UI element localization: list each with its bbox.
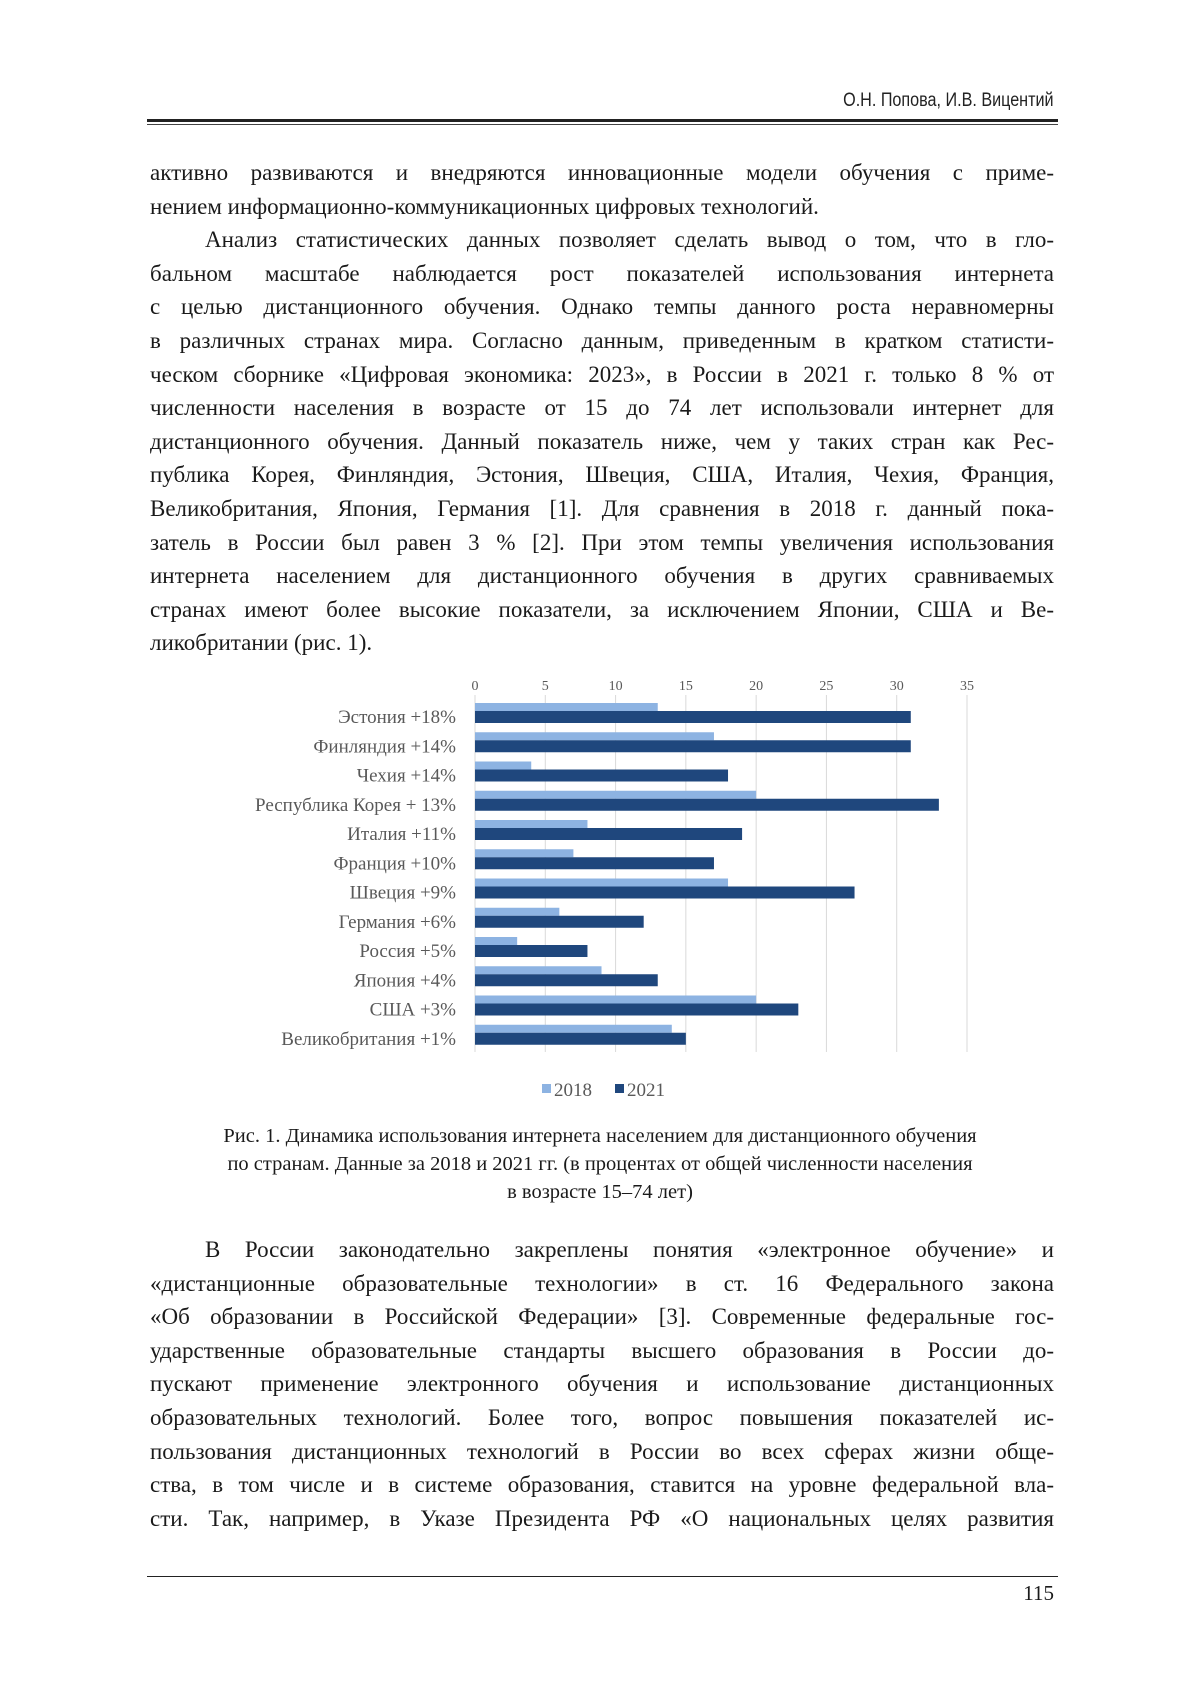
category-label: Республика Корея + 13% (255, 795, 456, 816)
bar-2018 (475, 849, 573, 857)
text-line: пользования дистанционных технологий в России во всех сферах жизни обще- (150, 1437, 1054, 1467)
text-line: бальном масштабе наблюдается рост показателей использования интернета (150, 259, 1054, 289)
caption-line: в возрасте 15–74 лет) (140, 1178, 1060, 1206)
page-number: 115 (1023, 1581, 1054, 1606)
text-line: ударственные образовательные стандарты высшего образования в России до- (150, 1336, 1054, 1366)
text-line: пускают применение электронного обучения и использование дистанционных (150, 1369, 1054, 1399)
document-page (0, 0, 1200, 1705)
text-line: с целью дистанционного обучения. Однако темпы данного роста неравномерны (150, 292, 1054, 322)
x-tick-label: 25 (819, 679, 833, 694)
text-line: «Об образовании в Российской Федерации» [3]. Современные федеральные гос- (150, 1302, 1054, 1332)
text-line: ликобритании (рис. 1). (150, 628, 1054, 658)
bar-2021 (475, 887, 855, 899)
bar-2018 (475, 966, 602, 974)
bar-2021 (475, 828, 742, 840)
category-label: Италия +11% (347, 824, 456, 845)
text-line: дистанционного обучения. Данный показатель ниже, чем у таких стран как Рес- (150, 427, 1054, 457)
x-tick-label: 5 (542, 679, 549, 694)
text-line: В России законодательно закреплены понятия «электронное обучение» и (205, 1235, 1054, 1265)
bar-2021 (475, 916, 644, 928)
bar-2018 (475, 791, 756, 799)
text-line: Великобритания, Япония, Германия [1]. Для сравнения в 2018 г. данный пока- (150, 494, 1054, 524)
legend-swatch-2021 (615, 1084, 624, 1093)
category-label: США +3% (370, 1000, 457, 1021)
bar-2018 (475, 703, 658, 711)
bar-2018 (475, 762, 531, 770)
bar-2018 (475, 820, 587, 828)
x-tick-label: 0 (472, 679, 479, 694)
legend-label-2021: 2021 (627, 1080, 665, 1101)
text-line: нением информационно-коммуникационных цифровых технологий. (150, 192, 1054, 222)
text-line: в различных странах мира. Согласно данным, приведенным в кратком статисти- (150, 326, 1054, 356)
bar-2018 (475, 996, 756, 1004)
footer-rule (147, 1576, 1058, 1577)
text-line: публика Корея, Финляндия, Эстония, Швеция, США, Италия, Чехия, Франция, (150, 460, 1054, 490)
category-label: Чехия +14% (357, 766, 456, 787)
text-line: затель в России был равен 3 % [2]. При этом темпы увеличения использования (150, 528, 1054, 558)
text-line: сти. Так, например, в Указе Президента РФ «О национальных целях развития (150, 1504, 1054, 1534)
text-line: ческом сборнике «Цифровая экономика: 2023», в России в 2021 г. только 8 % от (150, 360, 1054, 390)
text-line: Анализ статистических данных позволяет сделать вывод о том, что в гло- (205, 225, 1054, 255)
category-label: Финляндия +14% (313, 736, 456, 757)
bar-2018 (475, 732, 714, 740)
legend-label-2018: 2018 (554, 1080, 592, 1101)
x-tick-label: 35 (960, 679, 974, 694)
bar-2021 (475, 799, 939, 811)
bar-2018 (475, 879, 728, 887)
bar-2018 (475, 1025, 672, 1033)
category-label: Швеция +9% (350, 883, 457, 904)
x-tick-label: 15 (679, 679, 693, 694)
bar-2018 (475, 908, 559, 916)
text-line: странах имеют более высокие показатели, за исключением Японии, США и Ве- (150, 595, 1054, 625)
bar-2021 (475, 857, 714, 869)
x-tick-label: 20 (749, 679, 763, 694)
bar-2021 (475, 1004, 798, 1016)
bar-2018 (475, 937, 517, 945)
caption-line: Рис. 1. Динамика использования интернета населением для дистанционного обучения (140, 1122, 1060, 1150)
running-header-authors: О.Н. Попова, И.В. Вицентий (844, 90, 1054, 112)
bar-2021 (475, 711, 911, 723)
category-label: Япония +4% (354, 970, 456, 991)
category-label: Германия +6% (339, 912, 457, 933)
text-line: активно развиваются и внедряются инновационные модели обучения с приме- (150, 158, 1054, 188)
bar-2021 (475, 945, 587, 957)
bar-2021 (475, 974, 658, 986)
text-line: численности населения в возрасте от 15 до 74 лет использовали интернет для (150, 393, 1054, 423)
text-line: интернета населением для дистанционного обучения в других сравниваемых (150, 561, 1054, 591)
text-line: ства, в том числе и в системе образования, ставится на уровне федеральной вла- (150, 1470, 1054, 1500)
text-line: образовательных технологий. Более того, вопрос повышения показателей ис- (150, 1403, 1054, 1433)
category-label: Эстония +18% (338, 707, 456, 728)
bar-2021 (475, 1033, 686, 1045)
x-tick-label: 30 (890, 679, 904, 694)
category-label: Россия +5% (359, 941, 456, 962)
category-label: Великобритания +1% (281, 1029, 456, 1050)
category-label: Франция +10% (334, 853, 457, 874)
legend-swatch-2018 (542, 1084, 551, 1093)
x-tick-label: 10 (609, 679, 623, 694)
caption-line: по странам. Данные за 2018 и 2021 гг. (в процентах от общей численности населения (140, 1150, 1060, 1178)
bar-2021 (475, 770, 728, 782)
bar-2021 (475, 740, 911, 752)
text-line: «дистанционные образовательные технологии» в ст. 16 Федерального закона (150, 1269, 1054, 1299)
